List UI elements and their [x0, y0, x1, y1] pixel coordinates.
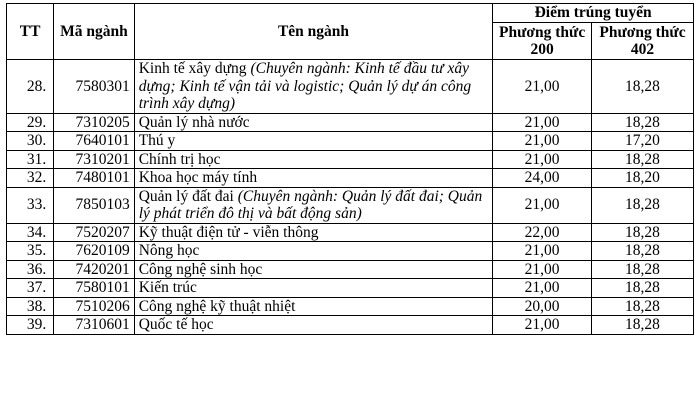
table-row	[7, 297, 694, 316]
major-code: 7510206	[54, 297, 135, 316]
major-name: Công nghệ sinh học	[138, 260, 263, 278]
score-method-200: 21,00	[493, 132, 592, 151]
major-name-cell	[134, 279, 493, 298]
score-method-402: 18,28	[591, 260, 693, 279]
score-method-402: 18,28	[591, 150, 693, 169]
major-code: 7480101	[54, 169, 135, 188]
table-row	[7, 187, 694, 223]
major-name-cell	[134, 297, 493, 316]
row-index: 33.	[7, 187, 54, 223]
score-method-200: 21,00	[493, 242, 592, 261]
major-code: 7520207	[54, 223, 135, 242]
row-index: 31.	[7, 150, 54, 169]
header-phuong-thuc-200: Phương thức 200	[493, 23, 592, 60]
row-index: 30.	[7, 132, 54, 151]
score-method-200: 21,00	[493, 113, 592, 132]
major-specialization-note: (Chuyên ngành: Quản lý đất đai; Quản lý phát triển đô thị và bất động sản)	[138, 187, 483, 222]
score-method-200: 21,00	[493, 279, 592, 298]
score-method-402: 18,28	[591, 187, 693, 223]
score-method-402: 18,28	[591, 316, 693, 335]
major-name: Quản lý đất đai	[138, 187, 234, 205]
score-method-200: 21,00	[493, 60, 592, 114]
score-method-402: 17,20	[591, 132, 693, 151]
major-name-cell	[134, 187, 493, 223]
table-row	[7, 316, 694, 335]
header-tt: TT	[7, 4, 54, 60]
score-method-200: 21,00	[493, 150, 592, 169]
major-code: 7310601	[54, 316, 135, 335]
major-code: 7620109	[54, 242, 135, 261]
table-row	[7, 169, 694, 188]
row-index: 32.	[7, 169, 54, 188]
major-name: Công nghệ kỹ thuật nhiệt	[138, 297, 296, 315]
row-index: 28.	[7, 60, 54, 114]
major-code: 7850103	[54, 187, 135, 223]
score-method-200: 21,00	[493, 187, 592, 223]
admission-score-table	[6, 3, 694, 335]
major-code: 7420201	[54, 260, 135, 279]
header-ten-nganh: Tên ngành	[134, 4, 493, 60]
row-index: 36.	[7, 260, 54, 279]
major-name-cell	[134, 113, 493, 132]
table-header	[7, 4, 694, 60]
major-name-cell	[134, 260, 493, 279]
score-method-200: 21,00	[493, 316, 592, 335]
major-name: Nông học	[138, 242, 200, 259]
row-index: 37.	[7, 279, 54, 298]
header-diem-trung-tuyen: Điểm trúng tuyển	[493, 4, 694, 23]
major-name-cell	[134, 150, 493, 169]
major-name: Quốc tế học	[138, 316, 214, 333]
score-method-200: 22,00	[493, 223, 592, 242]
score-method-402: 18,28	[591, 279, 693, 298]
table-body	[7, 60, 694, 335]
table-row	[7, 223, 694, 242]
major-name: Thú y	[138, 132, 176, 149]
major-name: Chính trị học	[138, 150, 221, 168]
major-name-cell	[134, 132, 493, 151]
score-method-200: 21,00	[493, 260, 592, 279]
major-name-cell	[134, 316, 493, 335]
row-index: 35.	[7, 242, 54, 261]
header-phuong-thuc-402: Phương thức 402	[591, 23, 693, 60]
score-method-200: 24,00	[493, 169, 592, 188]
row-index: 29.	[7, 113, 54, 132]
score-method-402: 18,28	[591, 113, 693, 132]
table-row	[7, 60, 694, 114]
score-method-402: 18,28	[591, 242, 693, 261]
major-code: 7580301	[54, 60, 135, 114]
score-method-402: 18,20	[591, 169, 693, 188]
major-name-cell	[134, 242, 493, 261]
header-ma-nganh: Mã ngành	[54, 4, 135, 60]
major-specialization-note: (Chuyên ngành: Kinh tế đầu tư xây dựng; Kinh tế vận tải và logistic; Quản lý dự án công trình xây dựng)	[138, 60, 472, 112]
score-method-402: 18,28	[591, 223, 693, 242]
major-name: Khoa học máy tính	[138, 169, 258, 186]
table-row	[7, 279, 694, 298]
major-name: Quản lý nhà nước	[138, 113, 250, 131]
major-code: 7580101	[54, 279, 135, 298]
table-row	[7, 260, 694, 279]
major-name: Kinh tế xây dựng	[138, 60, 247, 77]
major-name: Kỹ thuật điện tử - viễn thông	[138, 223, 319, 241]
major-name-cell	[134, 223, 493, 242]
major-name: Kiến trúc	[138, 279, 197, 296]
table-row	[7, 150, 694, 169]
score-method-402: 18,28	[591, 297, 693, 316]
row-index: 34.	[7, 223, 54, 242]
table-row	[7, 132, 694, 151]
score-method-200: 20,00	[493, 297, 592, 316]
major-code: 7640101	[54, 132, 135, 151]
table-row	[7, 113, 694, 132]
major-name-cell	[134, 169, 493, 188]
major-code: 7310205	[54, 113, 135, 132]
major-code: 7310201	[54, 150, 135, 169]
row-index: 39.	[7, 316, 54, 335]
score-method-402: 18,28	[591, 60, 693, 114]
major-name-cell	[134, 60, 493, 114]
table-row	[7, 242, 694, 261]
row-index: 38.	[7, 297, 54, 316]
